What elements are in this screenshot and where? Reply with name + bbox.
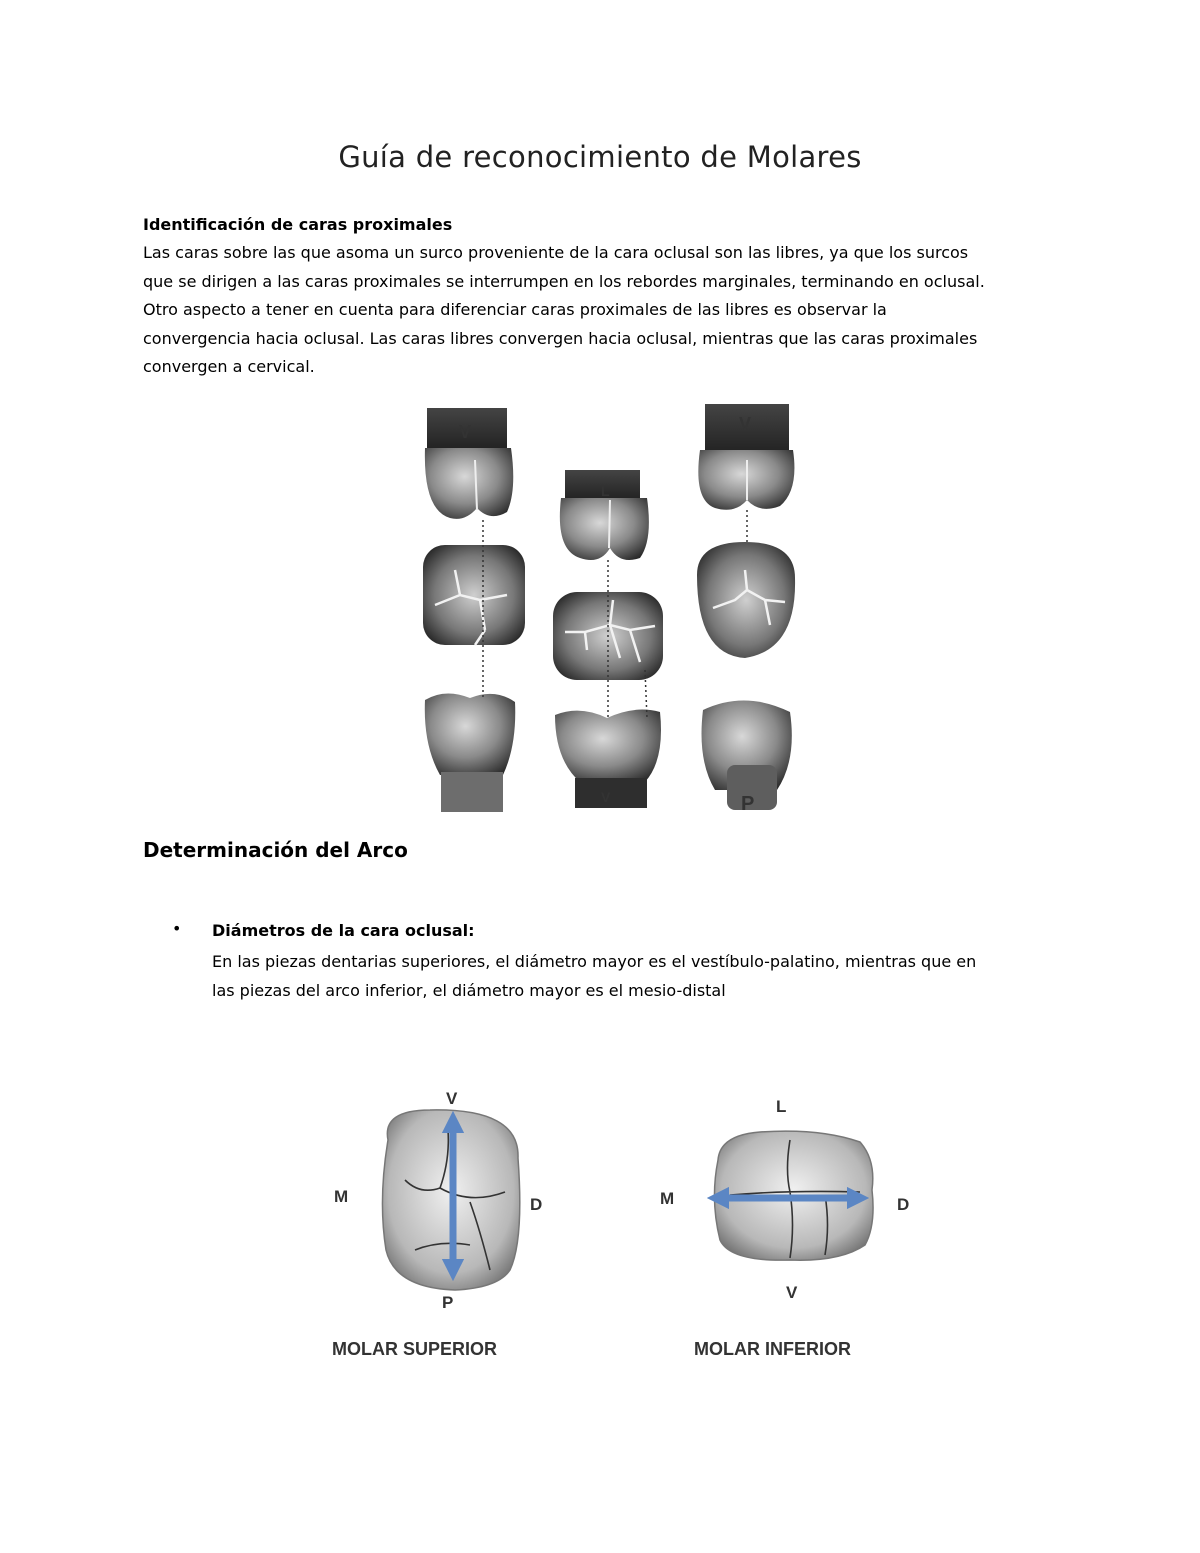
tooth-cervical-band bbox=[575, 778, 647, 808]
tooth-root-stub bbox=[441, 772, 503, 812]
molar-superior-occlusal bbox=[332, 1089, 542, 1359]
face-label-vestibular: V bbox=[739, 414, 752, 434]
page-title: Guía de reconocimiento de Molares bbox=[338, 140, 862, 174]
caption-molar-inferior: MOLAR INFERIOR bbox=[694, 1339, 851, 1359]
paragraph-line: convergen a cervical. bbox=[143, 357, 315, 377]
tooth-crown-vestibular bbox=[555, 710, 661, 782]
tooth-crown-vestibular bbox=[425, 448, 513, 519]
face-label-palatal: P bbox=[741, 793, 755, 815]
bullet-heading: Diámetros de la cara oclusal: bbox=[212, 921, 475, 940]
tooth-crown-lingual bbox=[560, 498, 649, 560]
column-lower-molar bbox=[553, 470, 663, 808]
face-label-vestibular: V bbox=[601, 789, 611, 805]
column-upper-right-molar bbox=[697, 404, 795, 810]
molar-inferior-occlusal bbox=[660, 1097, 909, 1359]
column-upper-left-molar bbox=[423, 408, 525, 812]
paragraph-line: las piezas del arco inferior, el diámetro mayor es el mesio-distal bbox=[212, 981, 726, 1000]
label-palatal: P bbox=[442, 1293, 454, 1312]
label-lingual: L bbox=[776, 1097, 787, 1116]
label-vestibular: V bbox=[446, 1089, 458, 1108]
paragraph-line: Las caras sobre las que asoma un surco proveniente de la cara oclusal son las libres, ya que los surcos bbox=[143, 243, 969, 262]
label-distal: D bbox=[530, 1195, 543, 1214]
molar-faces-illustration bbox=[415, 400, 815, 815]
paragraph-line: Otro aspecto a tener en cuenta para diferenciar caras proximales de las libres es observar la bbox=[143, 300, 887, 320]
paragraph-line: que se dirigen a las caras proximales se interrumpen en los rebordes marginales, terminando en oclusal. bbox=[143, 271, 985, 291]
occlusal-diameter-illustration bbox=[320, 1080, 920, 1370]
paragraph-line: convergencia hacia oclusal. Las caras libres convergen hacia oclusal, mientras que las caras proximales bbox=[143, 328, 978, 348]
section-heading-proximal-faces: Identificación de caras proximales bbox=[143, 215, 453, 234]
label-vestibular: V bbox=[786, 1283, 798, 1302]
tooth-occlusal-view bbox=[697, 542, 795, 658]
tooth-crown-palatal bbox=[425, 693, 515, 775]
bullet-paragraph bbox=[212, 947, 1072, 1005]
face-label-vestibular: V bbox=[459, 422, 472, 442]
face-label-lingual: L bbox=[601, 483, 610, 499]
section-heading-arch: Determinación del Arco bbox=[143, 838, 408, 862]
paragraph-line: En las piezas dentarias superiores, el diámetro mayor es el vestíbulo-palatino, mientras que en bbox=[212, 952, 977, 971]
label-mesial: M bbox=[334, 1187, 349, 1206]
caption-molar-superior: MOLAR SUPERIOR bbox=[332, 1339, 498, 1359]
label-mesial: M bbox=[660, 1189, 675, 1208]
bullet-marker: • bbox=[172, 919, 182, 938]
tooth-occlusal-view bbox=[423, 545, 525, 645]
section-paragraph-proximal-faces bbox=[143, 239, 1073, 382]
label-distal: D bbox=[897, 1195, 910, 1214]
